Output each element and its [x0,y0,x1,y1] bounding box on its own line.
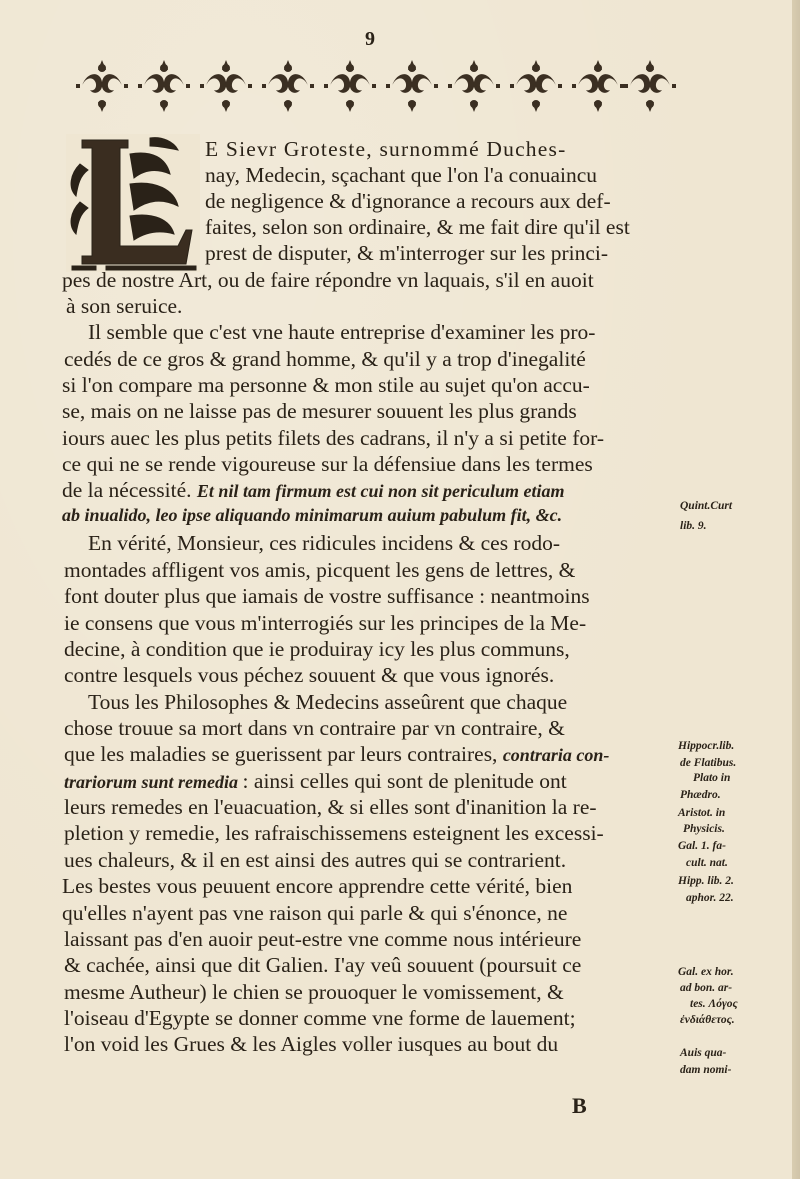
text-line: mesme Autheur) le chien se prouoquer le vomissement, & [64,980,564,1004]
text-line: contre lesquels vous péchez souuent & que vous ignorés. [64,663,555,687]
ornamental-header-band [72,58,680,114]
text-line: faites, selon son ordinaire, & me fait dire qu'il est [205,215,630,239]
text-line: prest de disputer, & m'interroger sur les princi- [205,241,609,265]
margin-note: Auis qua- [680,1047,727,1059]
margin-note: Aristot. in [678,807,726,819]
text-line: à son seruice. [66,294,183,318]
text-line: laissant pas d'en auoir peut-estre vne comme nous intérieure [64,927,582,951]
margin-note: Hipp. lib. 2. [678,875,734,887]
text-line [64,742,678,767]
text-line: Les bestes vous peuuent encore apprendre cette vérité, bien [62,874,573,898]
margin-note: Phædro. [680,789,721,801]
margin-note: ad bon. ar- [680,982,733,994]
text-line: chose trouue sa mort dans vn contraire par vn contraire, & [64,716,565,740]
text-line: ie consens que vous m'interrogiés sur les principes de la Me- [64,611,587,635]
text-line: si l'on compare ma personne & mon stile au sujet qu'on accu- [62,373,590,397]
text-line: & cachée, ainsi que dit Galien. I'ay veû souuent (poursuit ce [64,953,582,977]
margin-note: Gal. 1. fa- [678,840,726,852]
latin-quote: contraria con- [502,745,610,765]
text-line [62,478,676,503]
text-line: se, mais on ne laisse pas de mesurer souuent les plus grands [62,399,577,423]
margin-note: Physicis. [683,823,725,835]
text-line: Tous les Philosophes & Medecins asseûrent que chaque [88,690,568,714]
margin-note: dam nomi- [680,1064,732,1076]
decorated-initial-l [66,134,200,272]
margin-note: Plato in [693,772,731,784]
text-line: pes de nostre Art, ou de faire répondre vn laquais, s'il en auoit [62,268,594,292]
margin-note: tes. Λόγος [690,998,738,1010]
text-line: font douter plus que iamais de vostre suffisance : neantmoins [64,584,590,608]
margin-note: lib. 9. [680,520,707,532]
text-line: cedés de ce gros & grand homme, & qu'il y a trop d'inegalité [64,347,586,371]
text-line: ce qui ne se rende vigoureuse sur la défensiue dans les termes [62,452,593,476]
text-line: montades affligent vos amis, picquent les gens de lettres, & [64,558,576,582]
text-line: decine, à condition que ie produiray icy les plus communs, [64,637,570,661]
text-line: pletion y remedie, les rafraischissemens esteignent les excessi- [64,821,604,845]
margin-note: aphor. 22. [686,892,734,904]
text-line: ab inualido, leo ipse aliquando minimarum auium pabulum fit, &c. [62,505,563,525]
text-line: E Sievr Groteste, surnommé Duches- [205,137,567,161]
text-line: de negligence & d'ignorance a recours aux def- [205,189,611,213]
signature-mark: B [572,1093,587,1118]
margin-note: de Flatibus. [680,757,737,769]
text-line: l'oiseau d'Egypte se donner comme vne forme de lauement; [64,1006,576,1030]
latin-quote: Et nil tam firmum est cui non sit periculum etiam [196,481,565,501]
text-line: qu'elles n'ayent pas vne raison qui parle & qui s'énonce, ne [62,901,568,925]
latin-quote: trariorum sunt remedia [64,772,243,792]
margin-note: Hippocr.lib. [678,740,735,752]
text-line: Il semble que c'est vne haute entreprise d'examiner les pro- [88,320,596,344]
page-number: 9 [365,28,375,50]
margin-note: Quint.Curt [680,500,733,512]
page-edge-shadow [792,0,800,1179]
text-span: que les maladies se guerissent par leurs contraires, [64,742,503,766]
margin-note: Gal. ex hor. [678,966,734,978]
margin-note: cult. nat. [686,857,728,869]
margin-note: ἐνδιάθετος. [680,1014,735,1026]
text-line: iours auec les plus petits filets des cadrans, il n'y a si petite for- [62,426,604,450]
text-span: : ainsi celles qui sont de plenitude ont [242,769,567,793]
text-line [64,769,678,794]
text-line: leurs remedes en l'euacuation, & si elles sont d'inanition la re- [64,795,597,819]
text-line: En vérité, Monsieur, ces ridicules incidens & ces rodo- [88,531,561,555]
text-line: l'on void les Grues & les Aigles voller iusques au bout du [64,1032,559,1056]
text-span: de la nécessité. [62,478,197,502]
text-line: nay, Medecin, sçachant que l'on l'a conuaincu [205,163,598,187]
text-line: ues chaleurs, & il en est ainsi des autres qui se contrarient. [64,848,567,872]
